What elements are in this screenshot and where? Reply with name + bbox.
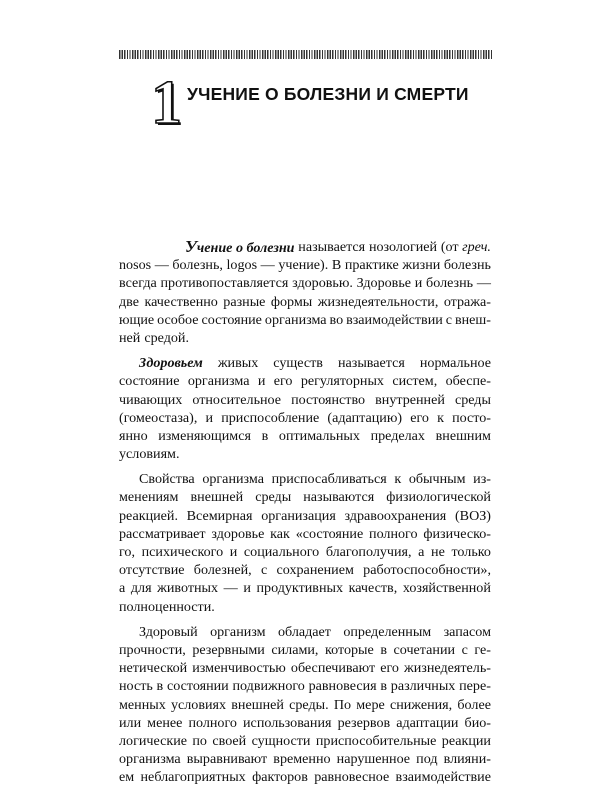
word: го, (119, 544, 135, 560)
word: — (223, 580, 238, 597)
word: существ (273, 355, 323, 372)
word: среды (454, 391, 491, 408)
word: рассматривает (119, 525, 206, 542)
word: нормальное (419, 355, 491, 372)
word: обеспе- (445, 373, 491, 390)
word: менее (147, 714, 183, 731)
paragraph-disease-definition (119, 238, 491, 347)
word: социального (243, 544, 320, 560)
text-line (119, 768, 491, 786)
word: адаптации (396, 714, 459, 731)
word: нарушенное (336, 751, 411, 768)
word: Здоровый (139, 623, 198, 640)
word: полноценности. (119, 598, 215, 615)
word: пере- (459, 678, 491, 695)
word: и (205, 409, 214, 426)
word: работоспособности», (363, 562, 491, 579)
word: (адаптацию) (327, 409, 403, 426)
drop-letter: У (185, 237, 197, 256)
text-line (119, 488, 491, 506)
term-health: Здоровьем (139, 355, 203, 372)
word: только (451, 544, 491, 560)
word: сочетании (393, 641, 456, 658)
word: с (461, 641, 468, 658)
word: внешней (190, 489, 244, 506)
text-line (119, 329, 491, 347)
word: обычным (408, 471, 466, 488)
word: в (380, 641, 387, 658)
word: в (380, 678, 388, 695)
text-line (119, 507, 491, 525)
word: особое (157, 311, 199, 328)
word: Здоровье (356, 275, 411, 292)
word: прочности, (119, 641, 186, 658)
text-line (119, 696, 491, 714)
word: и (414, 275, 423, 292)
word: состояние (119, 373, 180, 390)
word: янно (119, 427, 148, 444)
word: организация (261, 507, 336, 524)
word: полного (188, 714, 237, 731)
word: выравнивают (186, 751, 268, 768)
word: всегда (119, 275, 157, 292)
text-line (119, 470, 491, 488)
word: ге- (474, 641, 491, 658)
word: учение). (278, 257, 329, 274)
word: использования (243, 714, 332, 731)
word: сохранением (276, 562, 354, 579)
word: пределах (370, 427, 425, 444)
word: не (431, 544, 445, 560)
word: мере (356, 696, 385, 713)
word: в (156, 678, 164, 695)
word: по (192, 732, 207, 749)
text-line (119, 677, 491, 695)
text-line (119, 354, 491, 372)
word: реакцией. (119, 507, 178, 524)
word: Всемирная (186, 507, 253, 524)
text-line (119, 525, 491, 543)
text-line (119, 274, 491, 292)
word: По (333, 696, 352, 713)
word: систем, (392, 373, 438, 390)
paragraph-healthy-organism (119, 623, 491, 786)
word: нетической (119, 660, 188, 677)
word: болезнь, (172, 257, 223, 274)
word: приспособительные (315, 732, 437, 749)
word: или (119, 714, 142, 731)
word: изменчивостью (192, 660, 286, 677)
paragraph-physiological-reaction (119, 470, 491, 616)
word: реакции (441, 732, 491, 749)
word: посто- (452, 409, 491, 426)
word: животных (157, 580, 219, 597)
word: здоровью. (292, 275, 353, 292)
word: благополучия, (325, 544, 412, 560)
word: называется (298, 239, 366, 255)
word: запасом (443, 623, 491, 640)
word: противопоставляется (160, 275, 289, 292)
word: (от (440, 239, 459, 255)
word: (гомеостаза), (119, 409, 198, 426)
text-line (119, 256, 491, 274)
word: био- (464, 714, 491, 731)
word: logos (226, 257, 258, 274)
word: жизнедеятельности, (317, 293, 439, 310)
word: организма (187, 373, 250, 390)
word: а (418, 544, 425, 560)
word: к (437, 409, 444, 426)
word: живых (217, 355, 259, 372)
word: внешним (435, 427, 491, 444)
word: силами, (271, 641, 319, 658)
word: взаимодействие (395, 769, 491, 786)
body-text (119, 238, 491, 786)
chapter-title: УЧЕНИЕ О БОЛЕЗНИ И СМЕРТИ (187, 84, 469, 104)
word: резервов (337, 714, 391, 731)
word: обеспечивают (290, 660, 376, 677)
word: В (331, 257, 342, 274)
word: в (261, 427, 269, 444)
word: изменяющимся (158, 427, 251, 444)
word: обладает (277, 623, 331, 640)
word: из- (473, 471, 491, 488)
word: взаимодействии (346, 311, 443, 328)
word: снижения, (389, 696, 453, 713)
word: — (260, 257, 275, 274)
text-line (119, 750, 491, 768)
word: приспосабливаться (271, 471, 387, 488)
word: nosos (119, 257, 152, 274)
word: жизнедеятель- (404, 660, 491, 677)
word: разные (223, 293, 266, 310)
word: с (445, 311, 452, 328)
word: ющие (119, 311, 155, 328)
text-line (119, 391, 491, 409)
text-line (119, 641, 491, 659)
text-line (119, 445, 491, 463)
word: называются (303, 489, 375, 506)
word: условиям. (119, 446, 180, 463)
word: (ВОЗ) (454, 507, 491, 524)
word: отража- (443, 293, 491, 310)
word: физическо- (423, 525, 491, 542)
text-line (119, 293, 491, 311)
word: его (273, 373, 293, 390)
word: физиологической (386, 489, 491, 506)
word: отсутствие (119, 562, 185, 579)
word: определенным (343, 623, 432, 640)
header-rule (119, 50, 492, 59)
word: внешней (231, 696, 284, 713)
word: — (476, 275, 491, 292)
word: под (416, 751, 438, 768)
word: неблагоприятных (140, 769, 246, 786)
term-disease: чение о болезни (196, 240, 295, 256)
word: нозологией (368, 239, 438, 255)
word: болезнь (426, 275, 474, 292)
word: различных (390, 678, 456, 695)
word: греч. (462, 239, 491, 255)
word: сущности (251, 732, 311, 749)
word: своей (212, 732, 247, 749)
word: подвижного (232, 678, 305, 695)
word: и (229, 544, 238, 560)
word: здравоохранения (344, 507, 447, 524)
word: психического (141, 544, 224, 560)
word: для (130, 580, 152, 597)
word: как (270, 525, 290, 542)
word: регуляторных (300, 373, 384, 390)
word: ней (119, 329, 141, 346)
word: состоянии (166, 678, 229, 695)
text-line (119, 372, 491, 390)
word: формы (270, 293, 313, 310)
word: качественно (144, 293, 218, 310)
word: хозяйственной (402, 580, 491, 597)
text-line (119, 238, 491, 256)
word: среды. (289, 696, 329, 713)
word: менных (119, 696, 166, 713)
word: качеств, (348, 580, 398, 597)
word: равновесное (314, 769, 390, 786)
word: временно (273, 751, 331, 768)
word: влияни- (443, 751, 491, 768)
word: внеш- (454, 311, 491, 328)
word: — (154, 257, 169, 274)
word: резервными (192, 641, 265, 658)
chapter-number: 1 (151, 69, 182, 137)
word: организма (119, 751, 181, 768)
word: более (457, 696, 491, 713)
word: его (380, 660, 399, 677)
word: приспособление (221, 409, 320, 426)
text-line (119, 732, 491, 750)
word: ность (119, 678, 153, 695)
word: называется (337, 355, 405, 372)
word: во (329, 311, 344, 328)
text-line (119, 311, 491, 329)
word: организма (202, 471, 264, 488)
word: жизни (402, 257, 441, 274)
word: внутренней (375, 391, 445, 408)
word: факторов (252, 769, 308, 786)
text-line (119, 579, 491, 597)
word: его (410, 409, 429, 426)
word: которые (324, 641, 374, 658)
word: здоровье (211, 525, 265, 542)
word: среды (255, 489, 292, 506)
text-line (119, 543, 491, 561)
text-line (119, 714, 491, 732)
word: средой. (144, 329, 189, 346)
word: продуктивных (256, 580, 344, 597)
word: к (394, 471, 402, 488)
word: постоянство (291, 391, 366, 408)
paragraph-health-definition (119, 354, 491, 463)
word: относительное (192, 391, 282, 408)
word: организм (210, 623, 266, 640)
text-line (119, 659, 491, 677)
text-line (119, 409, 491, 427)
word: состояние (201, 311, 262, 328)
word: а (119, 580, 126, 597)
word: «состояние (295, 525, 364, 542)
word: логические (119, 732, 187, 749)
word: условиях (170, 696, 227, 713)
word: и (243, 580, 251, 597)
word: менениям (119, 489, 179, 506)
word: с (260, 562, 268, 579)
text-line (119, 561, 491, 579)
text-line (119, 623, 491, 641)
word: две (119, 293, 139, 310)
word: болезней, (193, 562, 252, 579)
word: Свойства (139, 471, 195, 488)
word: оптимальных (278, 427, 360, 444)
word: полного (369, 525, 418, 542)
word: организма (264, 311, 327, 328)
word: и (257, 373, 266, 390)
word: ем (119, 769, 135, 786)
text-line (119, 598, 491, 616)
word: практике (344, 257, 399, 274)
word: болезнь (443, 257, 491, 274)
word: равновесия (308, 678, 377, 695)
word: чивающих (119, 391, 183, 408)
text-line (119, 427, 491, 445)
